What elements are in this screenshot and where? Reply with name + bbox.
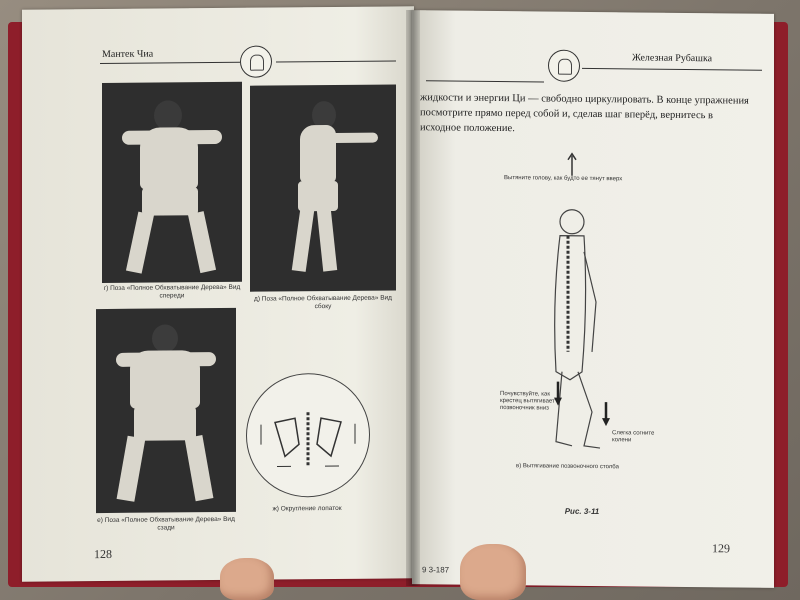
right-header-rule-right [582,68,762,71]
book-gutter [406,10,420,586]
open-book [8,2,788,592]
left-page-number: 128 [94,546,112,562]
shoulder-blades-sketch [247,374,369,497]
spine-stretch-figure [512,151,672,463]
caption-photo-g: г) Поза «Полное Обхватывание Дерева» Вид спереди [103,283,241,300]
photo-side-view [250,84,396,291]
label-bottom: в) Вытягивание позвоночного столба [516,463,619,471]
photo-back-view [96,308,236,513]
right-thumb [460,544,526,600]
label-right: Слегка согните колени [612,430,655,444]
shoulder-blades-diagram [246,373,370,498]
caption-photo-d: д) Поза «Полное Обхватывание Дерева» Вид сбоку [254,294,392,311]
left-header-rule [100,62,240,64]
photo-front-view [102,82,242,283]
right-body-text: жидкости и энергии Ци — свободно циркулировать. В конце упражнения посмотрите прямо перед собой и, сделав шаг вперёд, вернитесь в исходное положение. [420,92,749,135]
caption-photo-e: е) Поза «Полное Обхватывание Дерева» Вид сзади [97,515,235,532]
label-top: Вытяните голову, как будто ее тянут вверх [504,175,623,183]
caption-diagram-zh: ж) Округление лопаток [272,504,342,513]
left-thumb [220,558,274,600]
footer-mark: 9 3-187 [422,565,450,575]
right-page-number: 129 [712,541,730,556]
label-left: Почувствуйте, как крестец вытягивает позвоночник вниз [500,391,555,412]
left-running-head: Мантек Чиа [102,48,154,61]
right-header-rule [426,80,544,82]
yin-yang-emblem-icon-right [548,50,580,82]
yin-yang-emblem-icon [240,46,272,78]
left-header-rule-right [276,60,396,62]
figure-caption: Рис. 3-11 [564,506,600,517]
right-page [412,10,774,588]
right-running-head: Железная Рубашка [632,52,713,65]
left-page [22,6,414,581]
